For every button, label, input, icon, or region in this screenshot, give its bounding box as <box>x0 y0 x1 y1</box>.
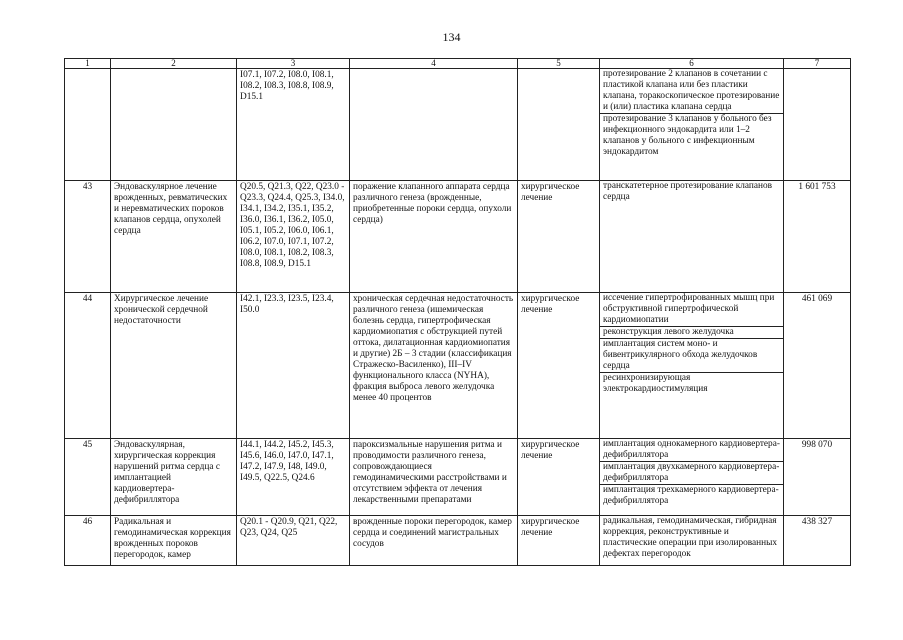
treatment-methods <box>600 69 784 181</box>
table-row <box>65 516 851 566</box>
method-item: имплантация двухкамерного кардиовертера-дефибриллятора <box>600 462 783 485</box>
cost-value <box>784 69 851 181</box>
method-item: радикальная, гемодинамическая, гибридная коррекция, реконструктивные и пластические операции при изолированных дефектах перегородок <box>603 516 777 559</box>
method-item: протезирование 3 клапанов у больного без инфекционного эндокардита или 1–2 клапанов у больного с инфекционным эндокардитом <box>603 114 772 157</box>
column-header: 2 <box>111 59 237 69</box>
method-item: реконструкция левого желудочка <box>600 327 783 339</box>
column-header: 6 <box>600 59 784 69</box>
cost-value: 1 601 753 <box>784 181 851 293</box>
row-number: 46 <box>65 516 111 566</box>
treatment-methods <box>600 181 784 293</box>
method-item: имплантация трехкамерного кардиовертера-дефибриллятора <box>603 485 779 506</box>
procedure-name: Эндоваскулярная, хирургическая коррекция нарушений ритма сердца с имплантацией кардиовертера-дефибриллятора <box>111 439 237 516</box>
treatment-type: хирургическое лечение <box>518 293 600 439</box>
patient-model: хроническая сердечная недостаточность различного генеза (ишемическая болезнь сердца, гипертрофическая кардиомиопатия с обструкцией путей оттока, дилатационная кардиомиопатия и другие) 2Б – 3 стадии (классификация Стражеско-Василенко), III–IV функционального класса (NYHA), фракция выброса левого желудочка менее 40 процентов <box>350 293 518 439</box>
treatment-type: хирургическое лечение <box>518 439 600 516</box>
treatment-type <box>518 69 600 181</box>
method-item: транскатетерное протезирование клапанов сердца <box>603 181 772 202</box>
patient-model: поражение клапанного аппарата сердца различного генеза (врожденные, приобретенные пороки сердца, опухоли сердца) <box>350 181 518 293</box>
procedures-table <box>64 58 851 566</box>
row-number: 45 <box>65 439 111 516</box>
column-header: 3 <box>237 59 350 69</box>
diagnosis-codes: I44.1, I44.2, I45.2, I45.3, I45.6, I46.0, I47.0, I47.1, I47.2, I47.9, I48, I49.0, I49.5, Q22.5, Q24.6 <box>237 439 350 516</box>
diagnosis-codes: Q20.1 - Q20.9, Q21, Q22, Q23, Q24, Q25 <box>237 516 350 566</box>
method-item: имплантация систем моно- и бивентрикулярного обхода желудочков сердца <box>600 339 783 373</box>
row-number: 43 <box>65 181 111 293</box>
method-item: имплантация однокамерного кардиовертера-дефибриллятора <box>600 439 783 462</box>
diagnosis-codes: Q20.5, Q21.3, Q22, Q23.0 - Q23.3, Q24.4, Q25.3, I34.0, I34.1, I34.2, I35.1, I35.2, I36.0, I36.1, I36.2, I05.0, I05.1, I05.2, I06.0, I06.1, I06.2, I07.0, I07.1, I07.2, I08.0, I08.1, I08.2, I08.3, I08.8, I08.9, D15.1 <box>237 181 350 293</box>
treatment-methods <box>600 439 784 516</box>
method-item: ресинхронизирующая электрокардиостимуляция <box>603 373 708 394</box>
diagnosis-codes: I42.1, I23.3, I23.5, I23.4, I50.0 <box>237 293 350 439</box>
procedure-name: Радикальная и гемодинамическая коррекция врожденных пороков перегородок, камер <box>111 516 237 566</box>
treatment-methods <box>600 516 784 566</box>
table-row <box>65 69 851 181</box>
patient-model <box>350 69 518 181</box>
patient-model: пароксизмальные нарушения ритма и проводимости различного генеза, сопровождающиеся гемодинамическими расстройствами и отсутствием эффекта от лечения лекарственными препаратами <box>350 439 518 516</box>
cost-value: 438 327 <box>784 516 851 566</box>
treatment-methods <box>600 293 784 439</box>
row-number <box>65 69 111 181</box>
table-row <box>65 181 851 293</box>
patient-model: врожденные пороки перегородок, камер сердца и соединений магистральных сосудов <box>350 516 518 566</box>
cost-value: 998 070 <box>784 439 851 516</box>
method-item: иссечение гипертрофированных мышц при обструктивной гипертрофической кардиомиопатии <box>600 293 783 327</box>
column-number-row <box>65 59 851 69</box>
column-header: 7 <box>784 59 851 69</box>
page-number: 134 <box>442 30 461 44</box>
diagnosis-codes: I07.1, I07.2, I08.0, I08.1, I08.2, I08.3, I08.8, I08.9, D15.1 <box>237 69 350 181</box>
cost-value: 461 069 <box>784 293 851 439</box>
method-item: протезирование 2 клапанов в сочетании с пластикой клапана или без пластики клапана, торакоскопическое протезирование и (или) пластика клапана сердца <box>600 69 783 114</box>
column-header: 4 <box>350 59 518 69</box>
table-row <box>65 293 851 439</box>
treatment-type: хирургическое лечение <box>518 516 600 566</box>
procedure-name: Хирургическое лечение хронической сердечной недостаточности <box>111 293 237 439</box>
procedure-name <box>111 69 237 181</box>
column-header: 1 <box>65 59 111 69</box>
column-header: 5 <box>518 59 600 69</box>
treatment-type: хирургическое лечение <box>518 181 600 293</box>
table-row <box>65 439 851 516</box>
row-number: 44 <box>65 293 111 439</box>
procedure-name: Эндоваскулярное лечение врожденных, ревматических и неревматических пороков клапанов сердца, опухолей сердца <box>111 181 237 293</box>
